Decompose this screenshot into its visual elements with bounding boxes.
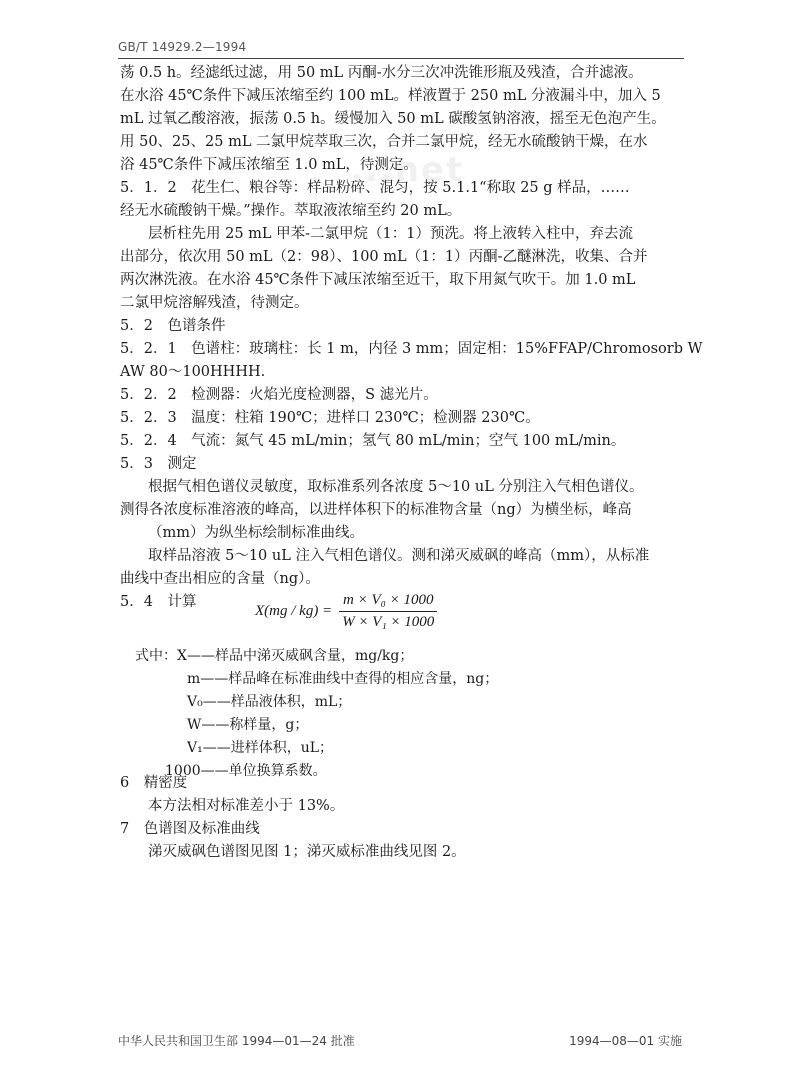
text-line: 二氯甲烷溶解残渣，待测定。 [120, 295, 309, 311]
text-line: AW 80～100HHHH. [120, 364, 266, 380]
text-line: mL 过氧乙酸溶液，振荡 0.5 h。缓慢加入 50 mL 碳酸氢钠溶液，摇至无色泡产生。 [120, 111, 666, 127]
definition-v1: V₁——进样体积，uL； [187, 740, 334, 756]
text-line: 层析柱先用 25 mL 甲苯-二氯甲烷（1：1）预洗。将上液转入柱中，弃去流 [148, 226, 634, 242]
section-5-2-2: 5．2．2 检测器：火焰光度检测器，S 滤光片。 [120, 387, 438, 403]
definition-v0: V₀——样品液体积，mL； [187, 694, 352, 710]
text-line: 测得各浓度标准溶液的峰高，以进样体积下的标准物含量（ng）为横坐标，峰高 [120, 502, 632, 518]
section-5-1-2: 5．1．2 花生仁、粮谷等：样品粉碎、混匀，按 5.1.1“称取 25 g 样品，…… [120, 180, 630, 196]
section-6-heading: 6 精密度 [120, 775, 188, 791]
text-line: 荡 0.5 h。经滤纸过滤，用 50 mL 丙酮-水分三次冲洗锥形瓶及残渣，合并滤液。 [120, 65, 643, 81]
text-line: 本方法相对标准差小于 13%。 [148, 798, 345, 814]
section-5-2-heading: 5．2 色谱条件 [120, 318, 226, 334]
formula-denominator: W × V₁ × 1000 [342, 614, 435, 630]
section-5-2-4: 5．2．4 气流：氮气 45 mL/min；氢气 80 mL/min；空气 100 mL/min。 [120, 433, 626, 449]
text-line: 浴 45℃条件下减压浓缩至 1.0 mL，待测定。 [120, 157, 418, 173]
approval-date: 中华人民共和国卫生部 1994—01—24 批准 [118, 1034, 355, 1048]
variable-definitions [135, 645, 498, 783]
text-line: （mm）为纵坐标绘制标准曲线。 [148, 525, 364, 541]
section-5-2-3: 5．2．3 温度：柱箱 190℃；进样口 230℃；检测器 230℃。 [120, 410, 540, 426]
text-line: 两次淋洗液。在水浴 45℃条件下减压浓缩至近干，取下用氮气吹干。加 1.0 mL [120, 272, 636, 288]
formula-numerator: m × V₀ × 1000 [339, 592, 437, 612]
section-7-heading: 7 色谱图及标准曲线 [120, 821, 260, 837]
text-line: 曲线中查出相应的含量（ng）。 [120, 571, 320, 587]
calculation-formula [255, 592, 438, 631]
body-text-tail [120, 772, 685, 864]
section-5-2-1: 5．2．1 色谱柱：玻璃柱：长 1 m，内径 3 mm；固定相：15%FFAP/Chromosorb W [120, 341, 703, 357]
text-line: 在水浴 45℃条件下减压浓缩至约 100 mL。样液置于 250 mL 分液漏斗中，加入 5 [120, 88, 661, 104]
formula-lhs: X(mg / kg) = [255, 603, 333, 619]
formula-fraction [338, 592, 438, 631]
definition-1000: 1000——单位换算系数。 [165, 763, 327, 779]
header-rule [118, 58, 684, 59]
definition-w: W——称样量，g； [187, 717, 309, 733]
text-line: 根据气相色谱仪灵敏度，取标准系列各浓度 5～10 uL 分别注入气相色谱仪。 [148, 479, 644, 495]
definition-x: 式中：X——样品中涕灭威砜含量，mg/kg； [135, 648, 414, 664]
standard-number: GB/T 14929.2—1994 [118, 40, 247, 54]
definition-m: m——样品峰在标准曲线中查得的相应含量，ng； [187, 671, 499, 687]
text-line: 涕灭威砜色谱图见图 1；涕灭威标准曲线见图 2。 [148, 844, 466, 860]
text-line: 经无水硫酸钠干燥。”操作。萃取液浓缩至约 20 mL。 [120, 203, 462, 219]
text-line: 出部分，依次用 50 mL（2：98）、100 mL（1：1）丙酮-乙醚淋洗，收集、合并 [120, 249, 648, 265]
section-5-3-heading: 5．3 测定 [120, 456, 197, 472]
watermark: ...net [350, 150, 465, 190]
text-line: 取样品溶液 5～10 uL 注入气相色谱仪。测和涕灭威砜的峰高（mm），从标准 [148, 548, 650, 564]
section-5-4-heading: 5．4 计算 [120, 594, 197, 610]
body-text-top [120, 62, 703, 614]
implementation-date: 1994—08—01 实施 [569, 1034, 682, 1048]
text-line: 用 50、25、25 mL 二氯甲烷萃取三次，合并二氯甲烷，经无水硫酸钠干燥，在水 [120, 134, 648, 150]
